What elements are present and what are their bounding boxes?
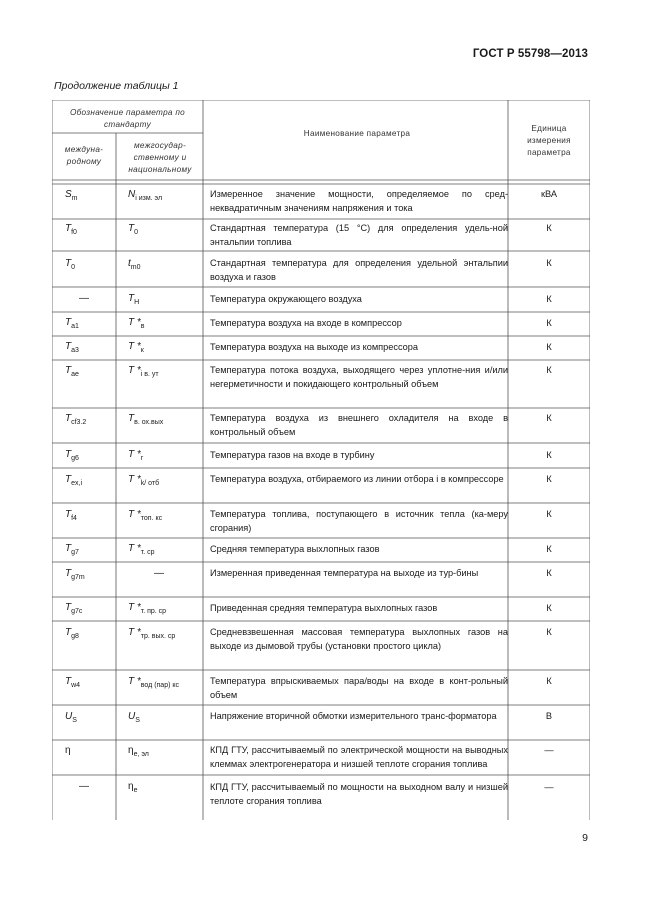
row-symbol-international: $T_{g8}$ xyxy=(65,627,79,640)
row-unit: В xyxy=(545,711,553,721)
row-symbol-national: T $*_{топ. кс}$ xyxy=(128,509,163,522)
row-unit: К xyxy=(546,627,552,637)
header-international: междуна-родному xyxy=(64,145,104,166)
row-description: Средняя температура выхлопных газов xyxy=(210,544,380,554)
row-unit: К xyxy=(546,258,552,268)
row-symbol-international: $S_m$ xyxy=(65,189,78,202)
row-unit: К xyxy=(546,603,552,613)
standard-designation: ГОСТ Р 55798—2013 xyxy=(472,48,588,60)
page-number: 9 xyxy=(582,832,588,844)
row-unit: К xyxy=(546,509,552,519)
row-symbol-national: T $*_{k/ отб}$ xyxy=(128,474,160,487)
row-description: Средневзвешенная массовая температура выхлопных газов на выходе из дымовой трубы (установки простого цикла) xyxy=(210,627,508,651)
row-unit: К xyxy=(546,294,552,304)
row-unit: К xyxy=(546,365,552,375)
row-description: Температура воздуха на входе в компрессор xyxy=(210,318,402,328)
row-unit: К xyxy=(546,413,552,423)
row-symbol-international: — xyxy=(79,293,89,304)
row-symbol-international: $T_{g7c}$ xyxy=(65,602,83,615)
row-symbol-international: $T_{a3}$ xyxy=(65,341,79,354)
row-description: Приведенная средняя температура выхлопных газов xyxy=(210,603,438,613)
row-symbol-national: T $*_в$ xyxy=(128,317,145,330)
row-description: КПД ГТУ, рассчитываемый по мощности на выходном валу и низшей теплоте сгорания топлива xyxy=(210,782,508,806)
row-description: Измеренная приведенная температура на выходе из тур-бины xyxy=(210,568,479,578)
row-symbol-national: $t_{m0}$ xyxy=(128,258,141,271)
row-symbol-national: — xyxy=(154,568,164,579)
row-symbol-international: — xyxy=(79,781,89,792)
row-symbol-national: T $*_к$ xyxy=(128,341,144,354)
row-symbol-international: $T_{ae}$ xyxy=(65,365,79,378)
row-unit: К xyxy=(546,223,552,233)
row-description: Температура воздуха на выходе из компрессора xyxy=(210,342,418,352)
row-unit: — xyxy=(544,745,554,755)
row-unit: К xyxy=(546,676,552,686)
row-unit: кВА xyxy=(541,189,557,199)
row-symbol-national: T $*_{вод (пар) кс}$ xyxy=(128,676,180,689)
row-symbol-national: $\eta_{e, эл}$ xyxy=(128,745,149,758)
header-unit: Единица измерения параметра xyxy=(527,124,571,157)
row-symbol-international: $T_{g7m}$ xyxy=(65,568,85,581)
row-symbol-national: T $*_{i в. ут}$ xyxy=(128,365,159,378)
row-description: Температура воздуха, отбираемого из линии отбора i в компрессоре xyxy=(210,474,504,484)
row-symbol-national: $T_{в. ох.вых}$ xyxy=(128,413,164,426)
row-symbol-international: η xyxy=(65,745,71,756)
row-symbol-international: $T_{w4}$ xyxy=(65,676,81,689)
row-symbol-national: $T_0$ xyxy=(128,223,139,236)
row-symbol-international: $T_{a1}$ xyxy=(65,317,79,330)
header-parameter-name: Наименование параметра xyxy=(303,129,411,138)
row-symbol-international: $U_S$ xyxy=(65,711,77,724)
row-description: Стандартная температура (15 °С) для определения удель-ной энтальпии топлива xyxy=(210,223,508,247)
row-unit: К xyxy=(546,474,552,484)
row-description: Температура газов на входе в турбину xyxy=(210,450,375,460)
row-symbol-national: $U_S$ xyxy=(128,711,140,724)
row-description: Температура потока воздуха, выходящего через уплотне-ния и/или негерметичности и покидающего контрольный объем xyxy=(210,365,508,389)
row-unit: К xyxy=(546,544,552,554)
row-description: КПД ГТУ, рассчитываемый по электрической мощности на выводных клеммах электрогенератора и низшей теплоте сгорания топлива xyxy=(210,745,508,769)
parameters-table xyxy=(52,100,590,820)
row-symbol-national: T $*_{тр. вых. ср}$ xyxy=(128,627,176,640)
row-description: Температура топлива, поступающего в источник тепла (ка-меру сгорания) xyxy=(210,509,508,533)
row-symbol-international: $T_{f0}$ xyxy=(65,223,77,236)
row-symbol-national: T $*_г$ xyxy=(128,449,144,462)
row-unit: — xyxy=(544,782,554,792)
row-symbol-national: $\eta_e$ xyxy=(128,781,138,794)
row-symbol-international: $T_0$ xyxy=(65,258,76,271)
row-description: Стандартная температура для определения удельной энтальпии воздуха и газов xyxy=(210,258,508,282)
header-interstate: межгосудар-ственному и национальному xyxy=(128,141,192,174)
row-symbol-international: $T_{g6}$ xyxy=(65,449,79,462)
row-symbol-national: T $*_{т. ср}$ xyxy=(128,543,155,556)
row-description: Температура воздуха из внешнего охладителя на входе в контрольный объем xyxy=(210,413,508,437)
row-symbol-national: $N_{i изм. эл}$ xyxy=(128,189,163,202)
row-description: Температура окружающего воздуха xyxy=(210,294,362,304)
header-designation: Обозначение параметра по стандарту xyxy=(69,108,186,129)
row-description: Измеренное значение мощности, определяемое по сред-неквадратичным значениям напряжения и тока xyxy=(210,189,508,213)
row-description: Температура впрыскиваемых пара/воды на входе в конт-рольный объем xyxy=(210,676,508,700)
row-unit: К xyxy=(546,342,552,352)
row-symbol-national: $T_H$ xyxy=(128,293,140,306)
row-unit: К xyxy=(546,318,552,328)
row-symbol-international: $T_{cf3.2}$ xyxy=(65,413,87,426)
row-symbol-international: $T_{g7}$ xyxy=(65,543,79,556)
row-symbol-international: $T_{ex,i}$ xyxy=(65,474,83,487)
row-symbol-international: $T_{f4}$ xyxy=(65,509,77,522)
row-description: Напряжение вторичной обмотки измерительного транс-форматора xyxy=(210,711,497,721)
row-unit: К xyxy=(546,450,552,460)
table-continuation-caption: Продолжение таблицы 1 xyxy=(54,80,179,92)
row-symbol-national: T $*_{т. пр. ср}$ xyxy=(128,602,167,615)
row-unit: К xyxy=(546,568,552,578)
